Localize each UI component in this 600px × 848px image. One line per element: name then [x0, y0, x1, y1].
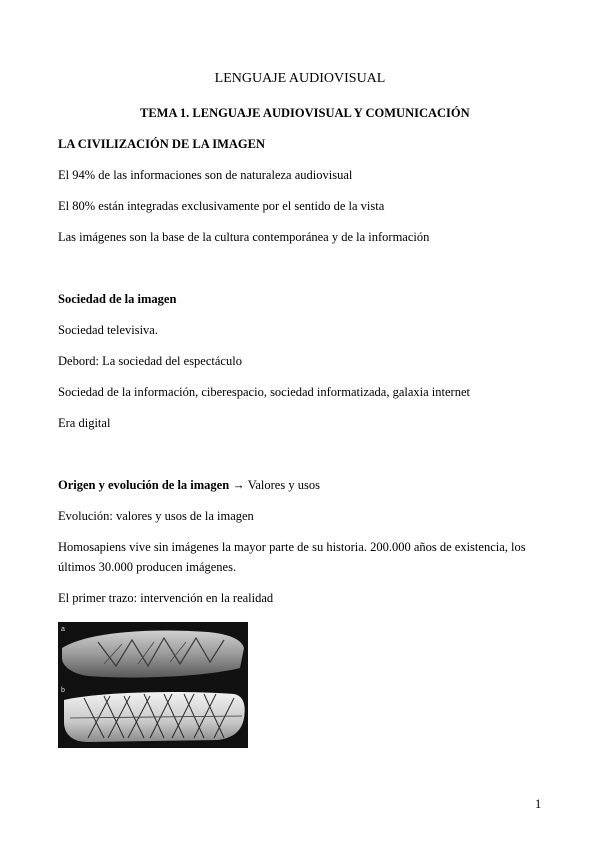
- paragraph: El 94% de las informaciones son de naturaleza audiovisual: [58, 168, 353, 182]
- paragraph: Era digital: [58, 416, 111, 430]
- chapter-title: TEMA 1. LENGUAJE AUDIOVISUAL Y COMUNICACIÓN: [140, 106, 470, 120]
- panel-label-b: b: [61, 687, 65, 694]
- paragraph: Homosapiens vive sin imágenes la mayor parte de su historia. 200.000 años de existencia, los: [58, 540, 526, 554]
- paragraph: Sociedad televisiva.: [58, 323, 158, 337]
- paragraph: últimos 30.000 producen imágenes.: [58, 560, 237, 574]
- section-heading-sociedad: Sociedad de la imagen: [58, 292, 177, 306]
- paragraph: El primer trazo: intervención en la realidad: [58, 591, 274, 605]
- paragraph: Debord: La sociedad del espectáculo: [58, 354, 242, 368]
- paragraph: Sociedad de la información, ciberespacio, sociedad informatizada, galaxia internet: [58, 385, 470, 399]
- section-heading-origen: [58, 478, 320, 493]
- paragraph: El 80% están integradas exclusivamente por el sentido de la vista: [58, 199, 385, 213]
- paragraph: Las imágenes son la base de la cultura contemporánea y de la información: [58, 230, 430, 244]
- section-heading-civilizacion: LA CIVILIZACIÓN DE LA IMAGEN: [58, 137, 265, 151]
- paragraph: Evolución: valores y usos de la imagen: [58, 509, 254, 523]
- section-heading-origen-bold: Origen y evolución de la imagen: [58, 478, 230, 492]
- section-heading-origen-suffix: → Valores y usos: [229, 478, 320, 492]
- panel-label-a: a: [61, 626, 65, 633]
- page-number: 1: [535, 797, 542, 811]
- document-title: LENGUAJE AUDIOVISUAL: [214, 71, 386, 86]
- engraved-bone-photo: [58, 622, 248, 748]
